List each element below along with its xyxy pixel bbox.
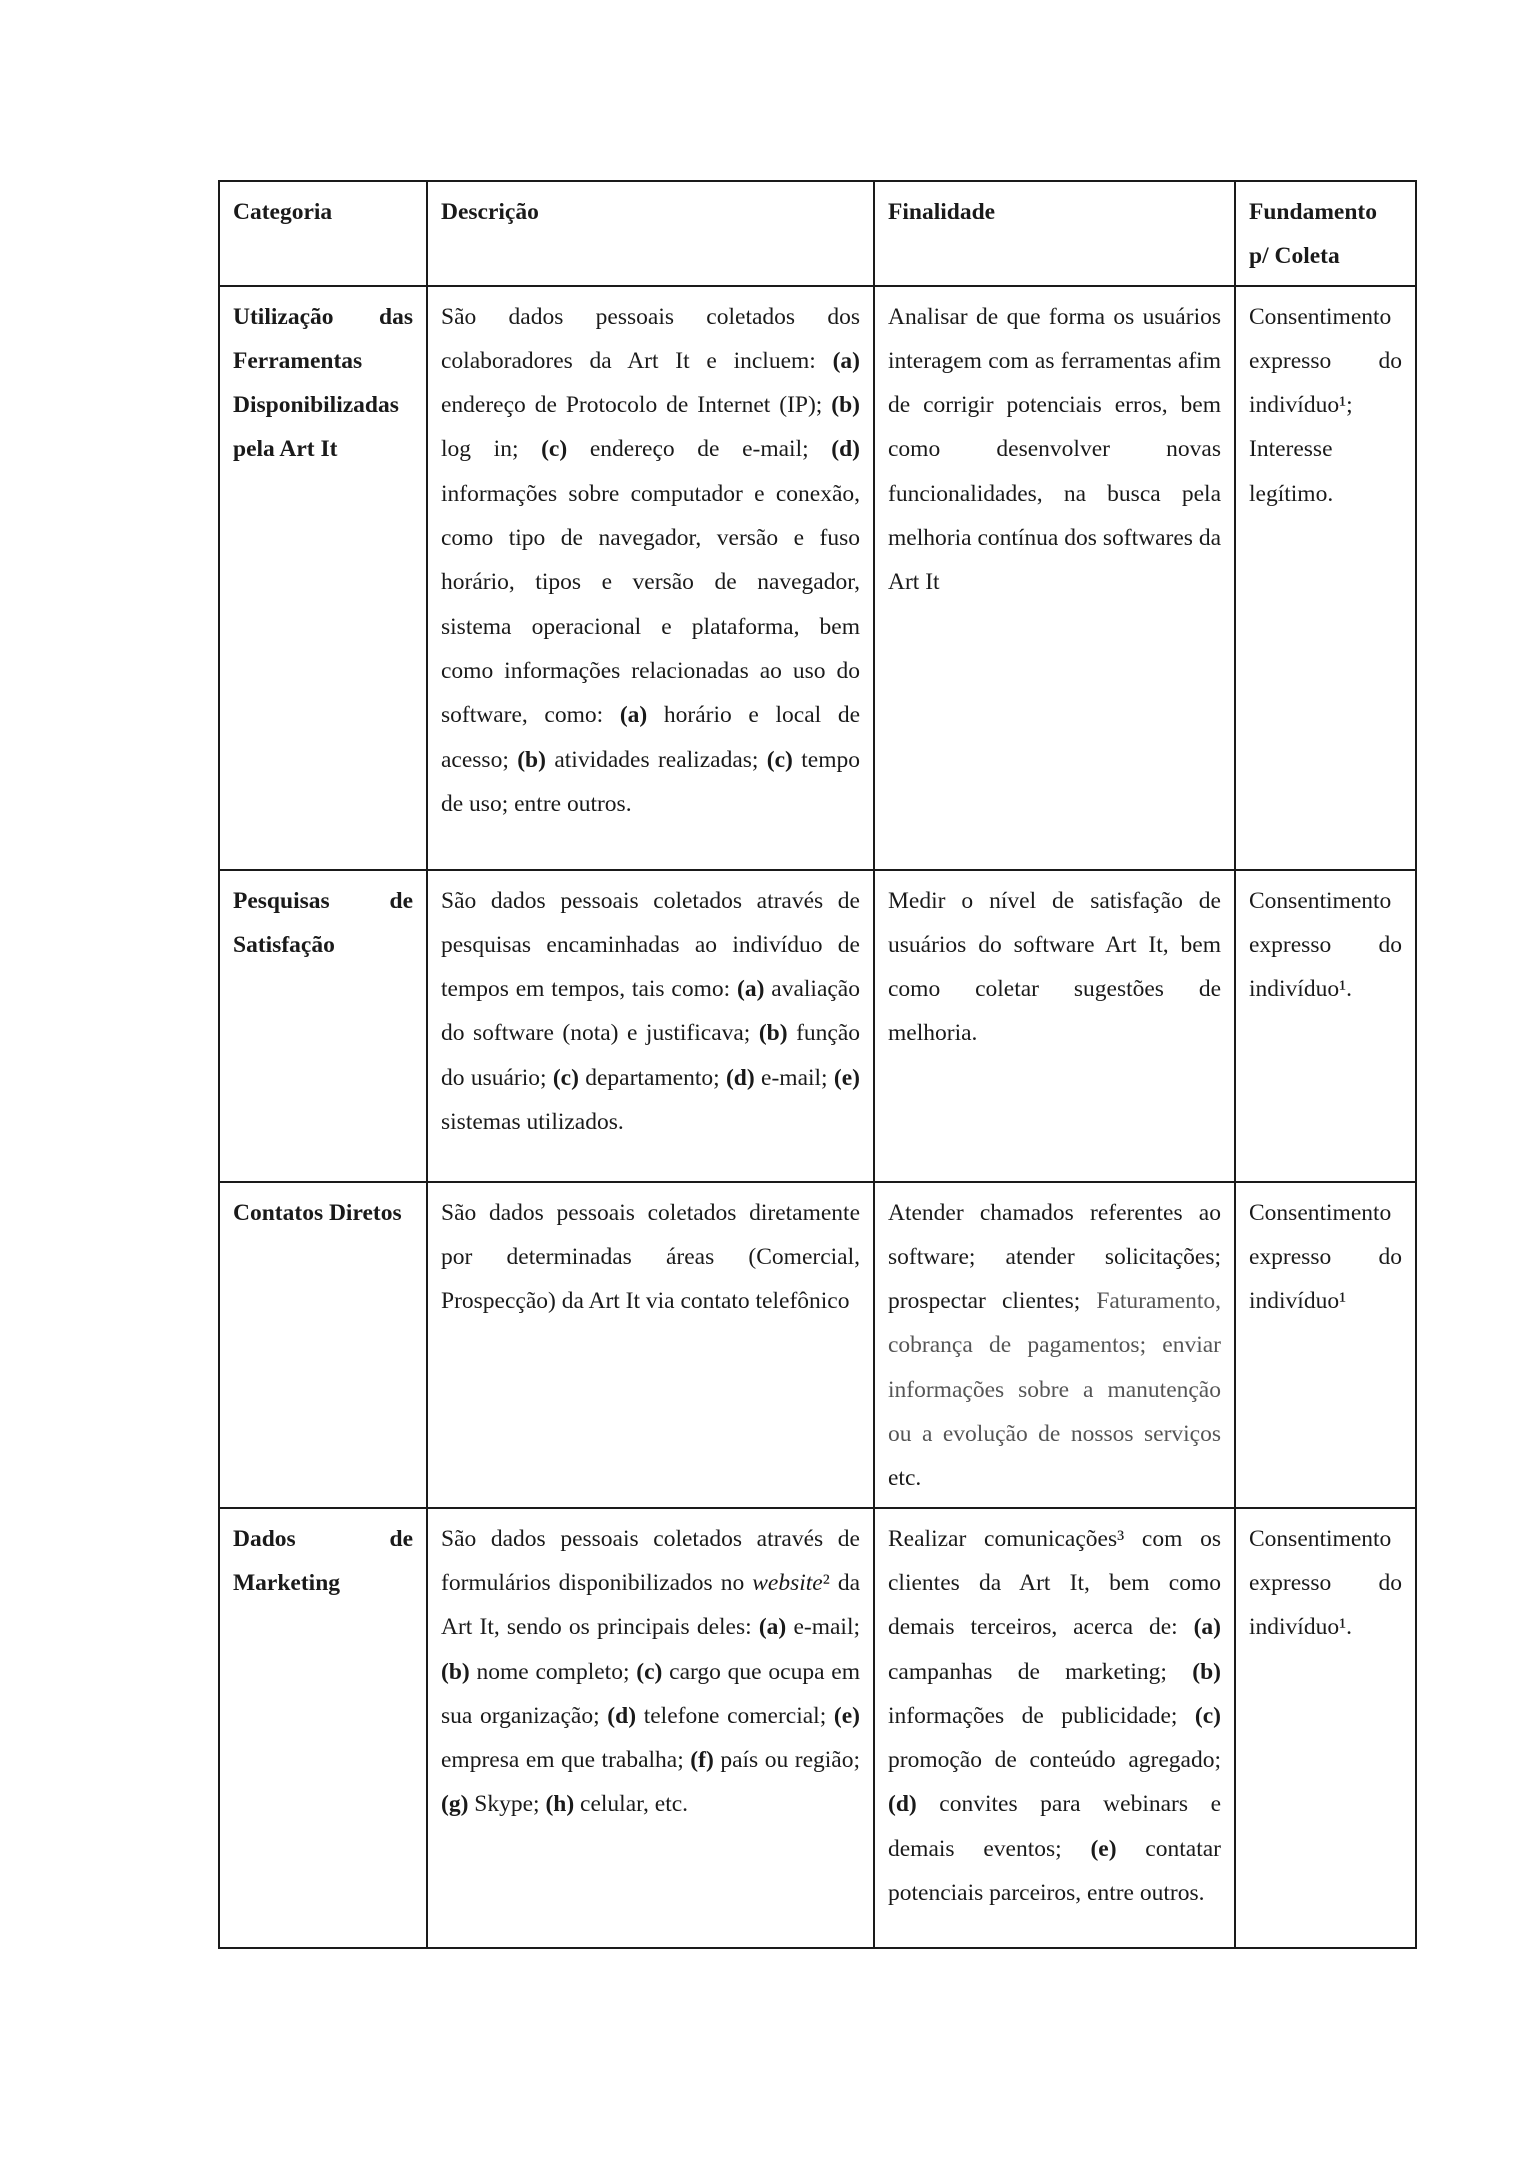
cell-descricao: São dados pessoais coletados diretamente por determinadas áreas (Comercial, Prospecção) da Art It via contato telefônico (427, 1182, 874, 1508)
cell-descricao: São dados pessoais coletados dos colaboradores da Art It e incluem: (a) endereço de Protocolo de Internet (IP); (b) log in; (c) endereço de e-mail; (d) informações sobre computador e conexão, como tipo de navegador, versão e fuso horário, tipos e versão de navegador, sistema operacional e plataforma, bem como informações relacionadas ao uso do software, como: (a) horário e local de acesso; (b) atividades realizadas; (c) tempo de uso; entre outros. (427, 286, 874, 870)
table-row (219, 286, 1416, 870)
table-row (219, 1182, 1416, 1508)
header-finalidade: Finalidade (874, 181, 1235, 286)
header-descricao: Descrição (427, 181, 874, 286)
table-row (219, 870, 1416, 1182)
cell-descricao: São dados pessoais coletados através de pesquisas encaminhadas ao indivíduo de tempos em tempos, tais como: (a) avaliação do software (nota) e justificava; (b) função do usuário; (c) departamento; (d) e-mail; (e) sistemas utilizados. (427, 870, 874, 1182)
cell-categoria: Pesquisas de Satisfação (219, 870, 427, 1182)
cell-finalidade: Realizar comunicações³ com os clientes da Art It, bem como demais terceiros, acerca de: (a) campanhas de marketing; (b) informações de publicidade; (c) promoção de conteúdo agregado; (d) convites para webinars e demais eventos; (e) contatar potenciais parceiros, entre outros. (874, 1508, 1235, 1948)
cell-fundamento: Consentimento expresso do indivíduo¹. (1235, 870, 1416, 1182)
table-header-row (219, 181, 1416, 286)
cell-finalidade: Atender chamados referentes ao software; atender solicitações; prospectar clientes; Faturamento, cobrança de pagamentos; enviar informações sobre a manutenção ou a evolução de nossos serviços etc. (874, 1182, 1235, 1508)
cell-finalidade: Medir o nível de satisfação de usuários do software Art It, bem como coletar sugestões de melhoria. (874, 870, 1235, 1182)
header-categoria: Categoria (219, 181, 427, 286)
cell-fundamento: Consentimento expresso do indivíduo¹. (1235, 1508, 1416, 1948)
cell-descricao: São dados pessoais coletados através de formulários disponibilizados no website² da Art It, sendo os principais deles: (a) e-mail; (b) nome completo; (c) cargo que ocupa em sua organização; (d) telefone comercial; (e) empresa em que trabalha; (f) país ou região; (g) Skype; (h) celular, etc. (427, 1508, 874, 1948)
cell-fundamento: Consentimento expresso do indivíduo¹; Interesse legítimo. (1235, 286, 1416, 870)
data-collection-table (218, 180, 1417, 1949)
table-row (219, 1508, 1416, 1948)
header-fundamento: Fundamento p/ Coleta (1235, 181, 1416, 286)
cell-fundamento: Consentimento expresso do indivíduo¹ (1235, 1182, 1416, 1508)
cell-categoria: Dados de Marketing (219, 1508, 427, 1948)
cell-finalidade: Analisar de que forma os usuários interagem com as ferramentas afim de corrigir potenciais erros, bem como desenvolver novas funcionalidades, na busca pela melhoria contínua dos softwares da Art It (874, 286, 1235, 870)
cell-categoria: Contatos Diretos (219, 1182, 427, 1508)
cell-categoria: Utilização das Ferramentas Disponibilizadas pela Art It (219, 286, 427, 870)
